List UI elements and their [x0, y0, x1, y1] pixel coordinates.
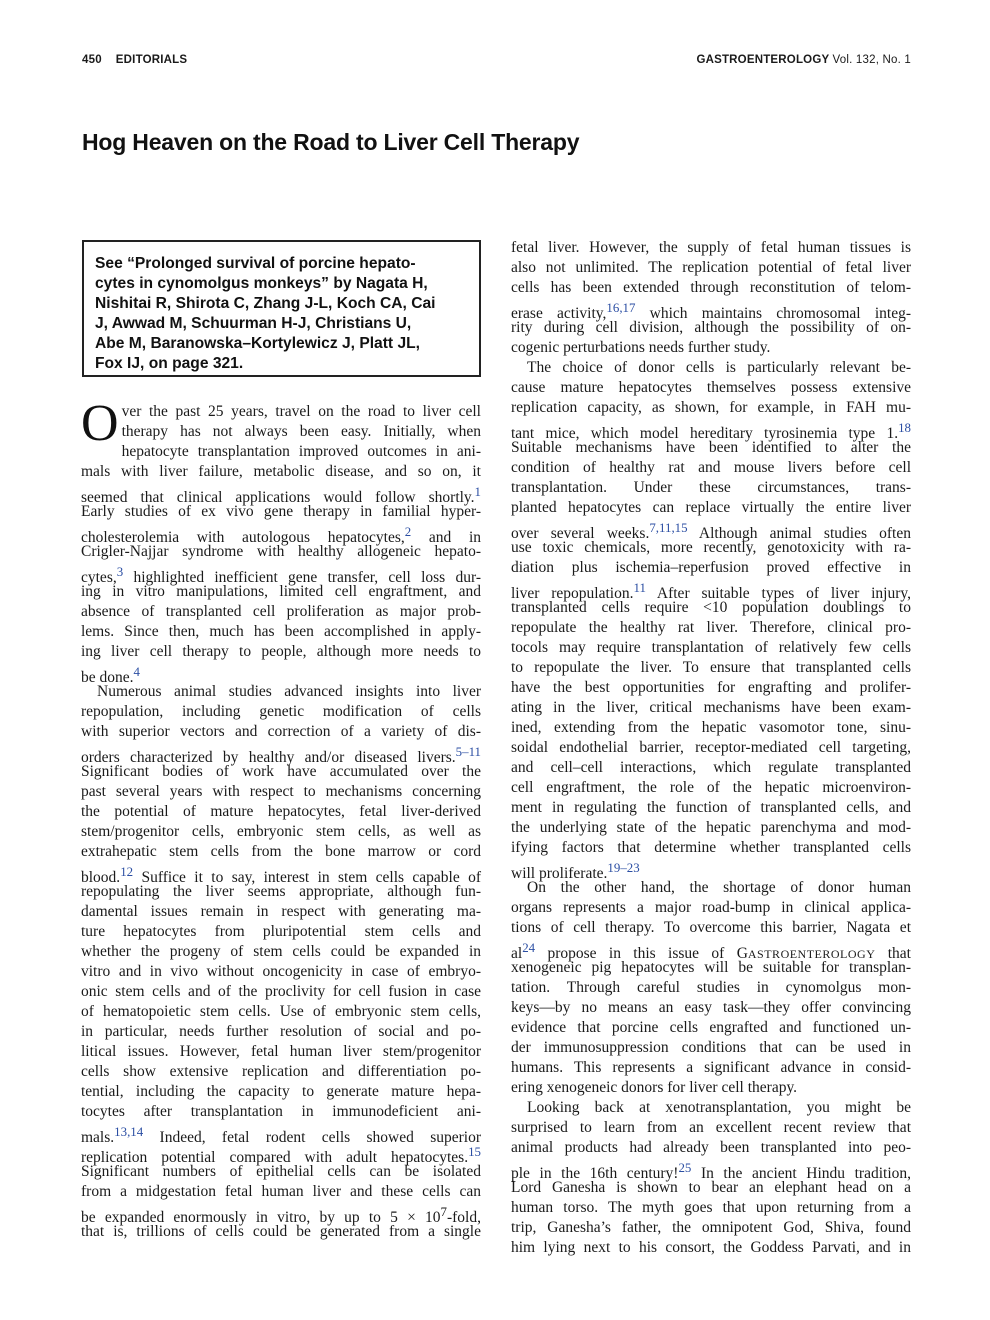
text-line: keys—by no means an easy task—they offer convincing [511, 999, 911, 1016]
reference-link[interactable]: 3 [116, 564, 124, 579]
text-line: evidence that porcine cells engrafted and functioned un- [511, 1019, 911, 1036]
text-line: Significant bodies of work have accumulated over the [81, 763, 481, 780]
text-line: The choice of donor cells is particularly relevant be- [527, 359, 911, 376]
text-line: onic stem cells and of the proclivity for cell fusion in case [81, 983, 481, 1000]
text-line: tions of cell therapy. To overcome this barrier, Nagata et [511, 919, 911, 936]
see-box-line: Abe M, Baranowska–Kortylewicz J, Platt JL, [95, 335, 420, 352]
text-line: der immunosuppression conditions that can be used in [511, 1039, 911, 1056]
reference-link[interactable]: 18 [898, 420, 911, 435]
text-line: transplanted cells require <10 population doublings to [511, 599, 911, 616]
text-line: repopulating the liver seems appropriate, although fun- [81, 883, 481, 900]
see-box-line: See “Prolonged survival of porcine hepato- [95, 255, 416, 272]
text-line: trip, Ganesha’s father, the omnipotent God, Shiva, found [511, 1219, 911, 1236]
text-line: be expanded enormously in vitro, by up to $5 \times 10^7$-fold, [81, 1204, 481, 1227]
text-line: replication potential compared with adult hepatocytes.$^{15}$ [81, 1144, 481, 1167]
text-line: tential, including the capacity to generate mature hepa- [81, 1083, 481, 1100]
text-line: diation plus ischemia–reperfusion proved effective in [511, 559, 911, 576]
text-line: condition of healthy rat and mouse livers before cell [511, 459, 911, 476]
text-line: repopulation, including genetic modification of cells [81, 703, 481, 720]
reference-link[interactable]: 25 [678, 1160, 692, 1175]
reference-link[interactable]: 5–11 [455, 744, 481, 759]
text-line: tocytes after transplantation in immunodeficient ani- [81, 1103, 481, 1120]
text-line: whether the progeny of stem cells could be expanded in [81, 943, 481, 960]
section-label: EDITORIALS [115, 54, 188, 66]
text-line: past several years with respect to mechanisms concerning [81, 783, 481, 800]
exponent: 7 [440, 1204, 447, 1219]
see-also-box [82, 240, 481, 377]
text-line: to repopulate the liver. To ensure that transplanted cells [511, 659, 911, 676]
right-column [511, 238, 911, 1258]
text-line: that is, trillions of cells could be generated from a single [81, 1223, 481, 1240]
text-line: fetal liver. However, the supply of fetal human tissues is [511, 239, 911, 256]
reference-link[interactable]: 11 [633, 580, 646, 595]
text-line: human torso. The myth goes that upon returning from a [511, 1199, 911, 1216]
text-line: stem/progenitor cells, embryonic stem cells, as well as [81, 823, 481, 840]
reference-link[interactable]: 4 [133, 664, 140, 679]
text-line: also not unlimited. The replication potential of fetal liver [511, 259, 911, 276]
text-line: lems. Since then, much has been accomplished in apply- [81, 623, 481, 640]
text-line: ating in the liver, critical mechanisms have been exam- [511, 699, 911, 716]
reference-link[interactable]: 16,17 [606, 300, 636, 315]
text-line: have the best opportunities for engrafting and prolifer- [511, 679, 911, 696]
text-line: tocols may require transplantation of relatively few cells [511, 639, 911, 656]
text-line: orders characterized by healthy and/or diseased livers.$^{5-11}$ [81, 744, 481, 767]
text-line: therapy has not always been easy. Initially, when [121, 423, 481, 440]
text-line: On the other hand, the shortage of donor human [527, 879, 911, 896]
text-line: replication capacity, as shown, for example, in FAH mu- [511, 399, 911, 416]
drop-cap: O [81, 395, 119, 452]
paragraph-3 [511, 238, 911, 358]
text-line: Looking back at xenotransplantation, you might be [527, 1099, 911, 1116]
see-box-line: J, Awwad M, Schuurman H-J, Christians U, [95, 315, 412, 332]
running-header-right [696, 54, 911, 66]
text-line: absence of transplanted cell proliferation as major prob- [81, 603, 481, 620]
reference-link[interactable]: 1 [474, 484, 481, 499]
text-line: soidal endothelial barrier, receptor-mediated cell targeting, [511, 739, 911, 756]
page-number: 450 [82, 54, 102, 66]
text-line: Crigler-Najjar syndrome with healthy allogeneic hepato- [81, 543, 481, 560]
reference-link[interactable]: 15 [468, 1144, 481, 1159]
paragraph-4 [511, 358, 911, 883]
text-line: ver the past 25 years, travel on the road to liver cell [121, 403, 481, 420]
text-line: ering xenogeneic donors for liver cell therapy. [511, 1079, 798, 1096]
reference-link[interactable]: 19–23 [607, 860, 640, 875]
text-line: from a midgestation fetal human liver and these cells can [81, 1183, 481, 1200]
text-line: ined, extending from the hepatic vasomotor tone, sinu- [511, 719, 911, 736]
text-line: transplantation. Under these circumstances, trans- [511, 479, 911, 496]
text-line: with superior vectors and correction of a variety of dis- [81, 723, 481, 740]
reference-link[interactable]: 2 [404, 524, 412, 539]
text-line: repopulate the healthy rat liver. Therefore, clinical pro- [511, 619, 911, 636]
text-line: in particular, needs further resolution of social and po- [81, 1023, 481, 1040]
text-line: and cell–cell interactions, which regulate transplanted [511, 759, 911, 776]
text-line: tant mice, which model hereditary tyrosinemia type 1.18 [511, 420, 911, 443]
text-line: ple in the 16th century!$^{25}$ In the ancient Hindu tradition, [511, 1160, 911, 1183]
text-line: ing in vitro manipulations, limited cell engraftment, and [81, 583, 481, 600]
text-line: damental issues remain in respect with generating ma- [81, 903, 481, 920]
text-line: al$^{24}$ propose in this issue of GASTROENTEROLOGY that [511, 940, 911, 963]
reference-link[interactable]: 13,14 [114, 1124, 144, 1139]
paragraph-2 [81, 682, 481, 1242]
running-header [82, 54, 911, 70]
reference-link[interactable]: 12 [120, 864, 134, 879]
text-line: Early studies of ex vivo gene therapy in familial hyper- [81, 503, 481, 520]
text-line: Numerous animal studies advanced insights into liver [97, 683, 481, 700]
text-line: over several weeks.$^{7,11,15}$ Although animal studies often [511, 520, 911, 543]
text-line: xenogeneic pig hepatocytes will be suitable for transplan- [511, 959, 911, 976]
text-line: cholesterolemia with autologous hepatocytes,$^2$ and in [81, 524, 481, 547]
text-line: ifying factors that determine whether transplanted cells [511, 839, 911, 856]
text-line: ment in regulating the function of transplanted cells, and [511, 799, 911, 816]
text-line: Lord Ganesha is shown to bear an elephant head on a [511, 1179, 911, 1196]
text-line: surprised to learn from an excellent recent review that [511, 1119, 911, 1136]
text-line: animal products had already been transplanted into peo- [511, 1139, 911, 1156]
reference-link[interactable]: 24 [522, 940, 536, 955]
text-line: hepatocyte transplantation improved outcomes in ani- [121, 443, 481, 460]
text-line: extrahepatic stem cells from the bone marrow or cord [81, 843, 481, 860]
paragraph-6 [511, 1098, 911, 1258]
text-line: mals with liver failure, metabolic disease, and so on, it [81, 463, 481, 480]
text-line: cytes,$^3$ highlighted inefficient gene transfer, cell loss dur- [81, 564, 481, 587]
text-line: Suitable mechanisms have been identified to alter the [511, 439, 911, 456]
text-line: the underlying state of the hepatic parenchyma and mod- [511, 819, 911, 836]
running-header-left [82, 54, 187, 66]
text-line: will proliferate.$^{19-23}$ [511, 860, 640, 883]
paragraph-1 [81, 395, 481, 687]
journal-name-inline: GASTROENTEROLOGY [736, 945, 876, 963]
text-line: cells show extensive replication and differentiation po- [81, 1063, 481, 1080]
article-title: Hog Heaven on the Road to Liver Cell Therapy [82, 129, 580, 155]
text-line: ing liver cell therapy to people, although more needs to [81, 643, 481, 660]
left-column [81, 395, 481, 1242]
text-line: vitro and in vivo without oncogenicity in case of embryo- [81, 963, 481, 980]
text-line: cells has been extended through reconstitution of telom- [511, 279, 911, 296]
text-line: mals.$^{13,14}$ Indeed, fetal rodent cells showed superior [81, 1124, 481, 1147]
text-line: him lying next to his consort, the Goddess Parvati, and in [511, 1239, 911, 1256]
text-line: rity during cell division, although the possibility of on- [511, 319, 911, 336]
reference-link[interactable]: 7,11,15 [649, 520, 688, 535]
see-box-line: Nishitai R, Shirota C, Zhang J-L, Koch CA, Cai [95, 295, 436, 312]
text-line: the potential of mature hepatocytes, fetal liver-derived [81, 803, 481, 820]
journal-name: GASTROENTEROLOGY [696, 54, 830, 66]
text-line: use toxic chemicals, more recently, genotoxicity with ra- [511, 539, 911, 556]
journal-volume: Vol. 132, No. 1 [832, 54, 911, 66]
text-line: cogenic perturbations needs further study. [511, 339, 771, 356]
paragraph-5 [511, 878, 911, 1098]
text-line: Significant numbers of epithelial cells can be isolated [81, 1163, 481, 1180]
text-line: be done.$^4$ [81, 664, 140, 687]
text-line: of hematopoietic stem cells. Use of embryonic stem cells, [81, 1003, 481, 1020]
text-line: cell engraftment, the role of the hepatic microenviron- [511, 779, 911, 796]
text-line: tation. Through careful studies in cynomolgus mon- [511, 979, 911, 996]
see-box-line: Fox IJ, on page 321. [95, 355, 244, 372]
text-line: litical issues. However, fetal human liver stem/progenitor [81, 1043, 481, 1060]
see-box-line: cytes in cynomolgus monkeys” by Nagata H, [95, 275, 428, 292]
text-line: erase activity,$^{16,17}$ which maintains chromosomal integ- [511, 300, 911, 323]
text-line: blood.$^{12}$ Suffice it to say, interest in stem cells capable of [81, 864, 481, 887]
text-line: liver repopulation.$^{11}$ After suitable types of liver injury, [511, 580, 911, 603]
text-line: organs represents a major road-bump in clinical applica- [511, 899, 911, 916]
text-line: cause mature hepatocytes themselves possess extensive [511, 379, 911, 396]
text-line: planted hepatocytes can replace virtually the entire liver [511, 499, 911, 516]
text-line: humans. This represents a significant advance in consid- [511, 1059, 911, 1076]
text-line: seemed that clinical applications would follow shortly.$^1$ [81, 484, 481, 507]
text-line: ture hepatocytes from pluripotential stem cells and [81, 923, 481, 940]
